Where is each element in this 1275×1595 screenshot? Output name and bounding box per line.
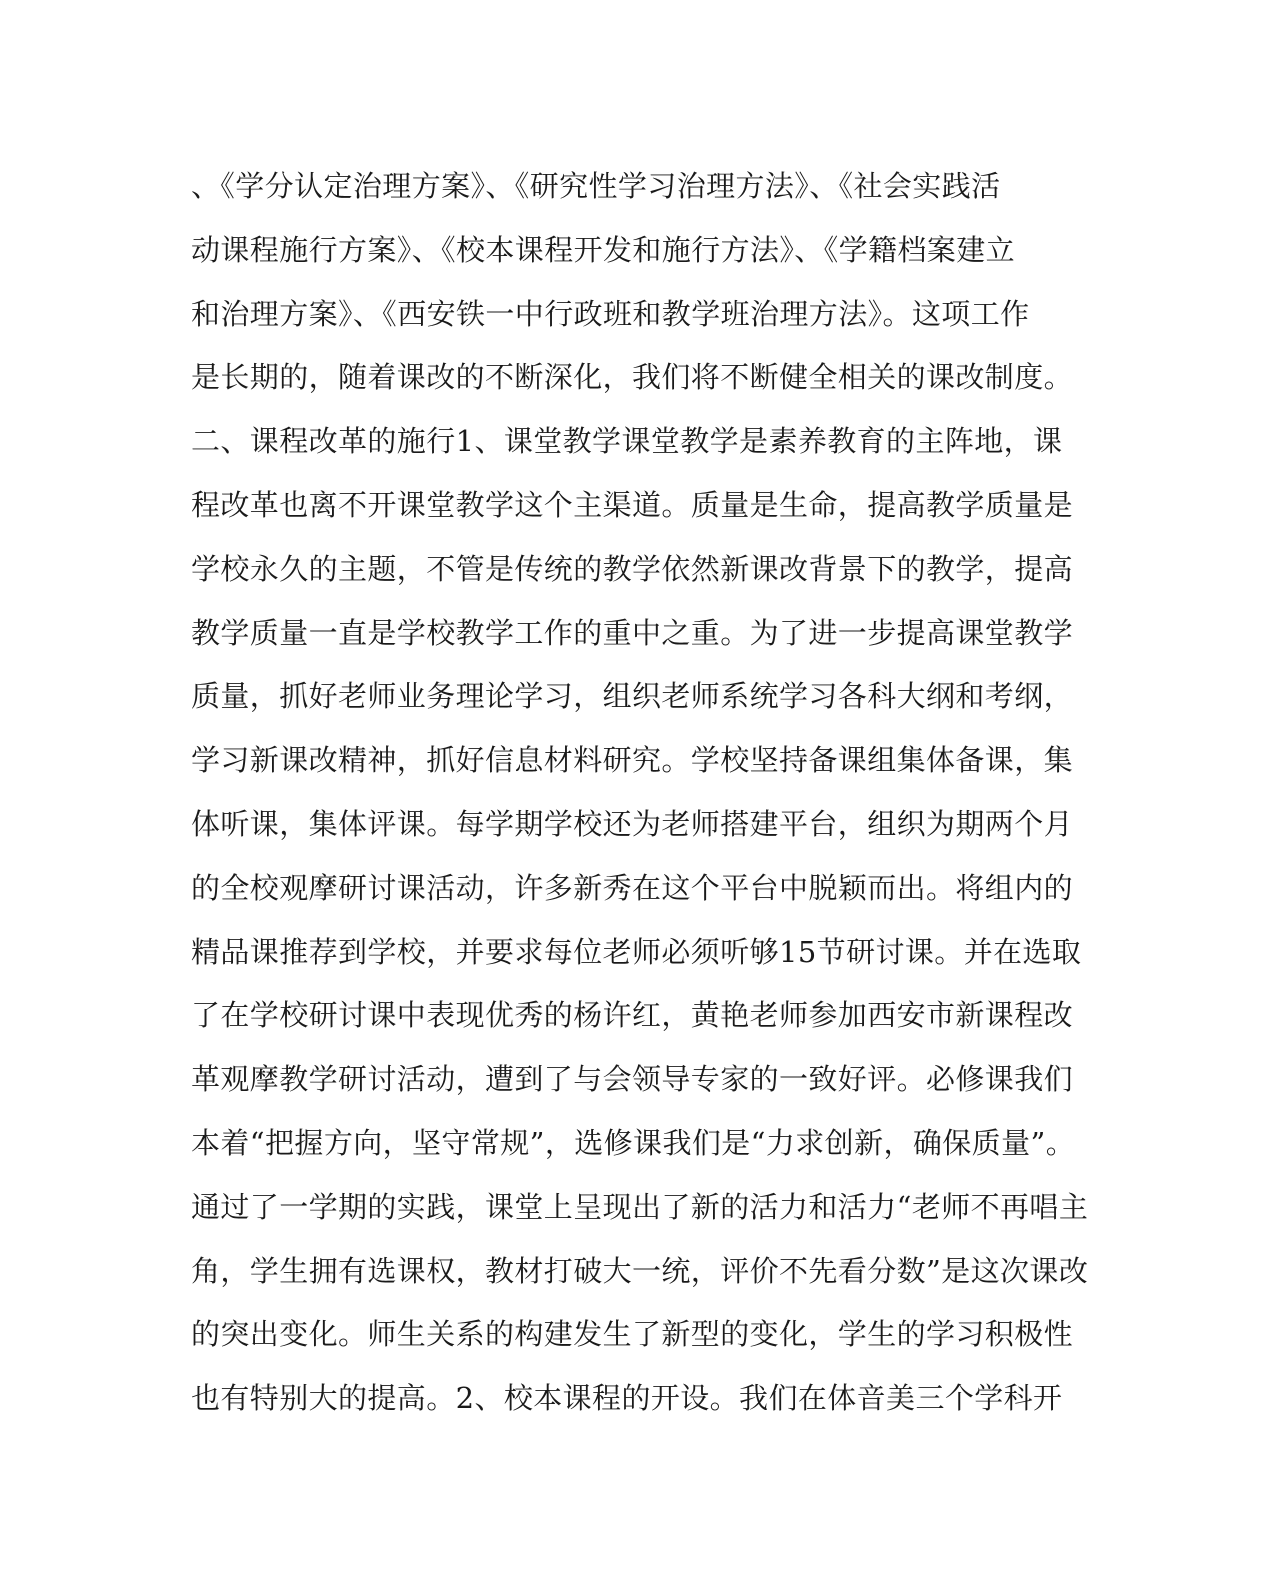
text-line: 二、课程改革的施行1、课堂教学课堂教学是素养教育的主阵地，课 xyxy=(191,424,1063,459)
text-line: 学校永久的主题，不管是传统的教学依然新课改背景下的教学，提高 xyxy=(191,551,1074,586)
text-line: 精品课推荐到学校，并要求每位老师必须听够15节研讨课。并在选取 xyxy=(191,934,1082,969)
text-line: 学习新课改精神，抓好信息材料研究。学校坚持备课组集体备课，集 xyxy=(191,743,1074,778)
text-line: 也有特别大的提高。2、校本课程的开设。我们在体音美三个学科开 xyxy=(191,1381,1063,1416)
text-line: 的全校观摩研讨课活动，许多新秀在这个平台中脱颖而出。将组内的 xyxy=(191,870,1074,905)
text-line: 和治理方案》、《西安铁一中行政班和教学班治理方法》。这项工作 xyxy=(191,296,1030,331)
text-line: 了在学校研讨课中表现优秀的杨许红，黄艳老师参加西安市新课程改 xyxy=(191,998,1074,1033)
text-line: 的突出变化。师生关系的构建发生了新型的变化，学生的学习积极性 xyxy=(191,1317,1074,1352)
text-line: 程改革也离不开课堂教学这个主渠道。质量是生命，提高教学质量是 xyxy=(191,487,1074,522)
text-line: 体听课，集体评课。每学期学校还为老师搭建平台，组织为期两个月 xyxy=(191,806,1074,841)
text-line: 动课程施行方案》、《校本课程开发和施行方法》、《学籍档案建立 xyxy=(191,232,1016,267)
body-text xyxy=(191,163,1091,1439)
text-line: 通过了一学期的实践，课堂上呈现出了新的活力和活力“老师不再唱主 xyxy=(191,1189,1089,1224)
text-line: 本着“把握方向，坚守常规”，选修课我们是“力求创新，确保质量”。 xyxy=(191,1125,1076,1160)
text-line: 质量，抓好老师业务理论学习，组织老师系统学习各科大纲和考纲， xyxy=(191,679,1074,714)
text-line: 革观摩教学研讨活动，遭到了与会领导专家的一致好评。必修课我们 xyxy=(191,1062,1074,1097)
text-line: 教学质量一直是学校教学工作的重中之重。为了进一步提高课堂教学 xyxy=(191,615,1074,650)
text-line: 是长期的，随着课改的不断深化，我们将不断健全相关的课改制度。 xyxy=(191,360,1074,395)
text-line: 、《学分认定治理方案》、《研究性学习治理方法》、《社会实践活 xyxy=(191,169,1001,203)
text-line: 角，学生拥有选课权，教材打破大一统，评价不先看分数”是这次课改 xyxy=(191,1253,1089,1288)
